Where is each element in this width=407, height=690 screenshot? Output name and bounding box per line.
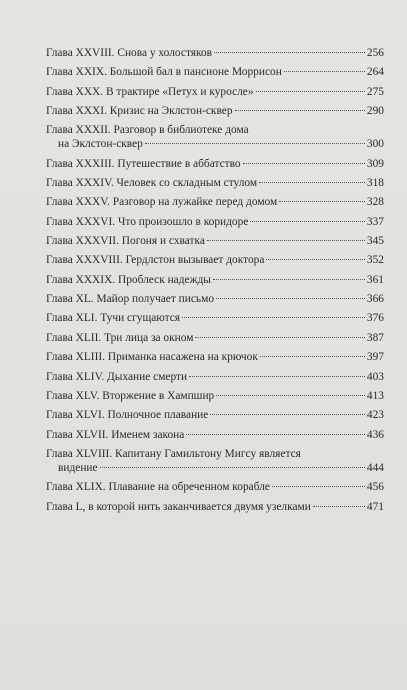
page-number: 309: [366, 157, 384, 170]
toc-entry: [46, 292, 384, 306]
toc-entry: [46, 176, 384, 190]
toc-entry: [46, 46, 384, 60]
page-number: 256: [366, 47, 384, 59]
toc-entry: [46, 311, 384, 325]
page-number: 361: [366, 273, 384, 286]
toc-entry: [46, 480, 384, 494]
dot-leader: [256, 91, 365, 92]
page-number: 328: [366, 196, 384, 209]
chapter-title: Глава XLIX. Плавание на обреченном корабле: [46, 481, 270, 494]
dot-leader: [272, 486, 365, 487]
chapter-title: Глава XXXV. Разговор на лужайке перед домом: [46, 196, 278, 209]
toc-entry: [46, 234, 384, 248]
page-number: 436: [366, 428, 384, 441]
chapter-title: Глава XXVIII. Снова у холостяков: [46, 47, 213, 59]
chapter-title: Глава XXXI. Кризис на Эклстон-сквер: [46, 105, 233, 118]
chapter-title-continued: видение: [58, 461, 98, 474]
dot-leader: [213, 279, 365, 280]
dot-leader: [243, 163, 365, 164]
chapter-title: Глава XLVI. Полночное плавание: [46, 409, 209, 422]
page-number: 403: [366, 370, 384, 383]
toc-entry: [46, 428, 384, 442]
chapter-title: Глава XLII. Три лица за окном: [46, 331, 194, 344]
toc-entry: [46, 65, 384, 79]
page-number: 423: [366, 409, 384, 422]
toc-entry: [46, 447, 384, 475]
toc-entry: [46, 273, 384, 287]
toc-entry: [46, 253, 384, 267]
page-number: 345: [366, 235, 384, 248]
page-number: 413: [366, 389, 384, 402]
toc-entry: [46, 370, 384, 384]
toc-entry: [46, 123, 384, 151]
dot-leader: [216, 298, 365, 299]
page-number: 444: [366, 461, 384, 474]
toc-entry: [46, 331, 384, 345]
page-number: 456: [366, 481, 384, 494]
toc-entry: [46, 195, 384, 209]
chapter-title: Глава XXXIII. Путешествие в аббатство: [46, 157, 241, 170]
dot-leader: [279, 201, 365, 202]
dot-leader: [210, 414, 365, 415]
dot-leader: [313, 506, 365, 507]
page-number: 290: [366, 105, 384, 118]
dot-leader: [250, 221, 365, 222]
toc-entry: [46, 85, 384, 99]
toc-entry: [46, 104, 384, 118]
page-number: 352: [366, 254, 384, 267]
page-number: 376: [366, 312, 384, 325]
dot-leader: [145, 143, 365, 144]
dot-leader: [100, 467, 365, 468]
page-number: 366: [366, 293, 384, 306]
chapter-title: Глава XLIV. Дыхание смерти: [46, 370, 188, 383]
dot-leader: [259, 182, 365, 183]
toc-entry: [46, 408, 384, 422]
dot-leader: [266, 259, 365, 260]
table-of-contents: [46, 46, 384, 519]
chapter-title: Глава XXXVIII. Гердлстон вызывает доктора: [46, 254, 265, 267]
page-number: 318: [366, 177, 384, 190]
chapter-title: Глава L, в которой нить заканчивается двумя узелками: [46, 500, 311, 513]
chapter-title: Глава XXIX. Большой бал в пансионе Моррисон: [46, 66, 282, 79]
dot-leader: [182, 317, 365, 318]
page-number: 275: [366, 85, 384, 98]
page-number: 337: [366, 215, 384, 228]
chapter-title: Глава XXXIV. Человек со складным стулом: [46, 177, 258, 190]
chapter-title: Глава XXXVII. Погоня и схватка: [46, 235, 205, 248]
dot-leader: [186, 434, 365, 435]
toc-entry: [46, 157, 384, 171]
dot-leader: [207, 240, 365, 241]
toc-entry: [46, 350, 384, 364]
toc-entry: [46, 389, 384, 403]
page-number: 387: [366, 331, 384, 344]
dot-leader: [216, 395, 365, 396]
chapter-title-continued: на Эклстон-сквер: [58, 138, 143, 151]
chapter-title: Глава XLVIII. Капитану Гамильтону Мигсу является: [46, 447, 301, 460]
chapter-title: Глава XXXII. Разговор в библиотеке дома: [46, 124, 249, 137]
page-number: 471: [366, 500, 384, 513]
page-number: 397: [366, 351, 384, 364]
dot-leader: [235, 110, 365, 111]
dot-leader: [214, 52, 365, 53]
chapter-title: Глава XLIII. Приманка насажена на крючок: [46, 351, 258, 364]
dot-leader: [189, 376, 365, 377]
chapter-title: Глава XXX. В трактире «Петух и куросле»: [46, 85, 254, 98]
chapter-title: Глава XLVII. Именем закона: [46, 428, 185, 441]
chapter-title: Глава XXXVI. Что произошло в коридоре: [46, 215, 249, 228]
page-number: 264: [366, 66, 384, 79]
chapter-title: Глава XLI. Тучи сгущаются: [46, 312, 181, 325]
dot-leader: [284, 71, 365, 72]
chapter-title: Глава XLV. Вторжение в Хампшир: [46, 389, 215, 402]
dot-leader: [195, 337, 364, 338]
toc-entry: [46, 215, 384, 229]
dot-leader: [260, 356, 365, 357]
chapter-title: Глава XXXIX. Проблеск надежды: [46, 273, 211, 286]
toc-entry: [46, 500, 384, 514]
page-number: 300: [366, 138, 384, 151]
chapter-title: Глава XL. Майор получает письмо: [46, 293, 215, 306]
